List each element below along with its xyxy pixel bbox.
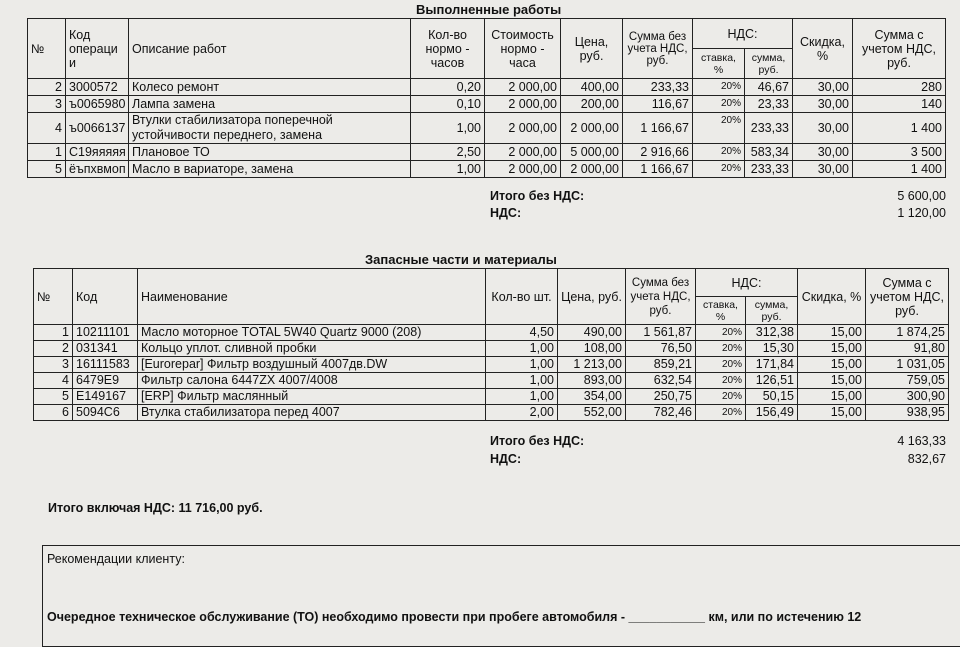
- cell-rate-cost: 2 000,00: [485, 113, 561, 144]
- cell-vat-sum: 312,38: [746, 325, 798, 341]
- cell-discount: 15,00: [798, 389, 866, 405]
- cell-code: ъ0066137: [66, 113, 129, 144]
- col-discount: Скидка, %: [798, 269, 866, 325]
- cell-vat-rate: 20%: [696, 325, 746, 341]
- cell-vat-rate: 20%: [696, 373, 746, 389]
- table-row: [34, 357, 949, 373]
- cell-desc: Плановое ТО: [129, 144, 411, 161]
- col-sum-no-vat: Сумма без учета НДС, руб.: [623, 19, 693, 79]
- cell-price: 552,00: [558, 405, 626, 421]
- cell-sum-no-vat: 782,46: [626, 405, 696, 421]
- works-vat-label: НДС:: [490, 206, 522, 220]
- cell-num: 2: [28, 79, 66, 96]
- cell-price: 200,00: [561, 96, 623, 113]
- cell-vat-rate: 20%: [693, 161, 745, 178]
- cell-vat-rate: 20%: [693, 144, 745, 161]
- cell-name: Втулка стабилизатора перед 4007: [138, 405, 486, 421]
- col-desc: Описание работ: [129, 19, 411, 79]
- cell-price: 400,00: [561, 79, 623, 96]
- cell-desc: Масло в вариаторе, замена: [129, 161, 411, 178]
- cell-sum-no-vat: 1 166,67: [623, 113, 693, 144]
- cell-vat-sum: 50,15: [746, 389, 798, 405]
- cell-code: E149167: [73, 389, 138, 405]
- cell-discount: 30,00: [793, 113, 853, 144]
- cell-vat-rate: 20%: [696, 405, 746, 421]
- cell-sum-vat: 1 874,25: [866, 325, 949, 341]
- maintenance-note: Очередное техническое обслуживание (ТО) необходимо провести при пробеге автомобиля - ___________ км, или по истечению 12: [47, 610, 862, 624]
- col-discount: Скидка, %: [793, 19, 853, 79]
- cell-name: Кольцо уплот. сливной пробки: [138, 341, 486, 357]
- cell-num: 6: [34, 405, 73, 421]
- cell-name: [Eurorepar] Фильтр воздушный 4007дв.DW: [138, 357, 486, 373]
- cell-discount: 15,00: [798, 357, 866, 373]
- cell-vat-sum: 156,49: [746, 405, 798, 421]
- table-row: [28, 161, 946, 178]
- cell-vat-sum: 171,84: [746, 357, 798, 373]
- cell-hours: 1,00: [411, 113, 485, 144]
- cell-code: 16111583: [73, 357, 138, 373]
- works-total-label: Итого без НДС:: [490, 189, 585, 203]
- cell-num: 3: [34, 357, 73, 373]
- works-table: [27, 18, 946, 178]
- col-code: Код: [73, 269, 138, 325]
- recommendations-label: Рекомендации клиенту:: [47, 552, 185, 566]
- cell-sum-vat: 280: [853, 79, 946, 96]
- cell-sum-no-vat: 1 561,87: [626, 325, 696, 341]
- cell-hours: 1,00: [411, 161, 485, 178]
- grand-total: Итого включая НДС: 11 716,00 руб.: [48, 501, 263, 515]
- cell-sum-vat: 1 031,05: [866, 357, 949, 373]
- col-vat: НДС:: [693, 19, 793, 49]
- cell-sum-vat: 300,90: [866, 389, 949, 405]
- cell-discount: 15,00: [798, 341, 866, 357]
- cell-num: 1: [34, 325, 73, 341]
- cell-discount: 15,00: [798, 325, 866, 341]
- cell-sum-no-vat: 76,50: [626, 341, 696, 357]
- cell-sum-no-vat: 233,33: [623, 79, 693, 96]
- cell-price: 893,00: [558, 373, 626, 389]
- cell-code: C19яяяяя: [66, 144, 129, 161]
- col-code: Код операци и: [66, 19, 129, 79]
- cell-sum-no-vat: 632,54: [626, 373, 696, 389]
- cell-sum-vat: 938,95: [866, 405, 949, 421]
- cell-rate-cost: 2 000,00: [485, 144, 561, 161]
- cell-rate-cost: 2 000,00: [485, 96, 561, 113]
- cell-num: 3: [28, 96, 66, 113]
- works-title: Выполненные работы: [416, 2, 562, 17]
- cell-sum-no-vat: 859,21: [626, 357, 696, 373]
- cell-discount: 15,00: [798, 405, 866, 421]
- cell-name: [ERP] Фильтр маслянный: [138, 389, 486, 405]
- col-qty: Кол-во шт.: [486, 269, 558, 325]
- cell-discount: 30,00: [793, 96, 853, 113]
- cell-desc: Лампа замена: [129, 96, 411, 113]
- cell-vat-sum: 126,51: [746, 373, 798, 389]
- cell-num: 4: [34, 373, 73, 389]
- col-rate-cost: Стоимость нормо - часа: [485, 19, 561, 79]
- cell-hours: 2,50: [411, 144, 485, 161]
- cell-vat-rate: 20%: [693, 96, 745, 113]
- cell-desc: Втулки стабилизатора поперечной устойчивости переднего, замена: [129, 113, 411, 144]
- cell-code: 10211101: [73, 325, 138, 341]
- cell-rate-cost: 2 000,00: [485, 79, 561, 96]
- cell-code: 5094C6: [73, 405, 138, 421]
- cell-vat-rate: 20%: [693, 79, 745, 96]
- cell-discount: 30,00: [793, 161, 853, 178]
- col-vat-rate: ставка, %: [696, 297, 746, 325]
- cell-price: 108,00: [558, 341, 626, 357]
- cell-hours: 0,10: [411, 96, 485, 113]
- col-vat-rate: ставка, %: [693, 49, 745, 79]
- cell-qty: 4,50: [486, 325, 558, 341]
- col-price: Цена, руб.: [558, 269, 626, 325]
- table-row: [34, 341, 949, 357]
- recommendations-box: [42, 545, 960, 647]
- cell-vat-sum: 583,34: [745, 144, 793, 161]
- works-vat-total: 1 120,00: [897, 206, 946, 220]
- cell-price: 490,00: [558, 325, 626, 341]
- cell-hours: 0,20: [411, 79, 485, 96]
- cell-desc: Колесо ремонт: [129, 79, 411, 96]
- cell-code: 031341: [73, 341, 138, 357]
- cell-sum-no-vat: 2 916,66: [623, 144, 693, 161]
- col-sum-vat: Сумма с учетом НДС, руб.: [866, 269, 949, 325]
- col-sum-no-vat: Сумма без учета НДС, руб.: [626, 269, 696, 325]
- cell-vat-rate: 20%: [696, 341, 746, 357]
- cell-sum-no-vat: 1 166,67: [623, 161, 693, 178]
- col-name: Наименование: [138, 269, 486, 325]
- parts-vat-total: 832,67: [907, 452, 946, 466]
- cell-vat-rate: 20%: [696, 389, 746, 405]
- parts-vat-label: НДС:: [490, 452, 522, 466]
- col-price: Цена, руб.: [561, 19, 623, 79]
- cell-vat-sum: 46,67: [745, 79, 793, 96]
- parts-total: 4 163,33: [897, 434, 946, 448]
- cell-name: Масло моторное TOTAL 5W40 Quartz 9000 (208): [138, 325, 486, 341]
- cell-num: 1: [28, 144, 66, 161]
- cell-name: Фильтр салона 6447ZX 4007/4008: [138, 373, 486, 389]
- cell-qty: 2,00: [486, 405, 558, 421]
- cell-price: 1 213,00: [558, 357, 626, 373]
- col-vat: НДС:: [696, 269, 798, 297]
- parts-table: [33, 268, 949, 421]
- table-row: [28, 79, 946, 96]
- works-total: 5 600,00: [897, 189, 946, 203]
- table-row: [28, 113, 946, 144]
- cell-sum-vat: 1 400: [853, 113, 946, 144]
- cell-sum-vat: 91,80: [866, 341, 949, 357]
- cell-num: 5: [34, 389, 73, 405]
- col-hours: Кол-во нормо - часов: [411, 19, 485, 79]
- cell-sum-no-vat: 250,75: [626, 389, 696, 405]
- cell-sum-vat: 759,05: [866, 373, 949, 389]
- col-vat-sum: сумма, руб.: [745, 49, 793, 79]
- cell-num: 5: [28, 161, 66, 178]
- cell-vat-rate: 20%: [693, 113, 745, 144]
- cell-sum-vat: 3 500: [853, 144, 946, 161]
- cell-discount: 30,00: [793, 79, 853, 96]
- cell-discount: 30,00: [793, 144, 853, 161]
- cell-rate-cost: 2 000,00: [485, 161, 561, 178]
- cell-code: 6479E9: [73, 373, 138, 389]
- table-row: [34, 373, 949, 389]
- col-num: №: [28, 19, 66, 79]
- cell-qty: 1,00: [486, 373, 558, 389]
- table-row: [34, 389, 949, 405]
- parts-total-label: Итого без НДС:: [490, 434, 585, 448]
- cell-qty: 1,00: [486, 341, 558, 357]
- cell-num: 2: [34, 341, 73, 357]
- cell-code: ъ0065980: [66, 96, 129, 113]
- col-vat-sum: сумма, руб.: [746, 297, 798, 325]
- cell-sum-vat: 1 400: [853, 161, 946, 178]
- table-row: [34, 325, 949, 341]
- cell-code: 3000572: [66, 79, 129, 96]
- cell-price: 354,00: [558, 389, 626, 405]
- cell-price: 2 000,00: [561, 113, 623, 144]
- cell-qty: 1,00: [486, 357, 558, 373]
- cell-price: 2 000,00: [561, 161, 623, 178]
- cell-code: ёъпхвмоп: [66, 161, 129, 178]
- table-row: [34, 405, 949, 421]
- cell-vat-sum: 15,30: [746, 341, 798, 357]
- table-row: [28, 96, 946, 113]
- parts-title: Запасные части и материалы: [365, 252, 557, 267]
- cell-sum-vat: 140: [853, 96, 946, 113]
- cell-num: 4: [28, 113, 66, 144]
- col-sum-vat: Сумма с учетом НДС, руб.: [853, 19, 946, 79]
- cell-qty: 1,00: [486, 389, 558, 405]
- cell-vat-rate: 20%: [696, 357, 746, 373]
- table-row: [28, 144, 946, 161]
- cell-sum-no-vat: 116,67: [623, 96, 693, 113]
- col-num: №: [34, 269, 73, 325]
- cell-vat-sum: 23,33: [745, 96, 793, 113]
- cell-vat-sum: 233,33: [745, 113, 793, 144]
- cell-vat-sum: 233,33: [745, 161, 793, 178]
- cell-price: 5 000,00: [561, 144, 623, 161]
- cell-discount: 15,00: [798, 373, 866, 389]
